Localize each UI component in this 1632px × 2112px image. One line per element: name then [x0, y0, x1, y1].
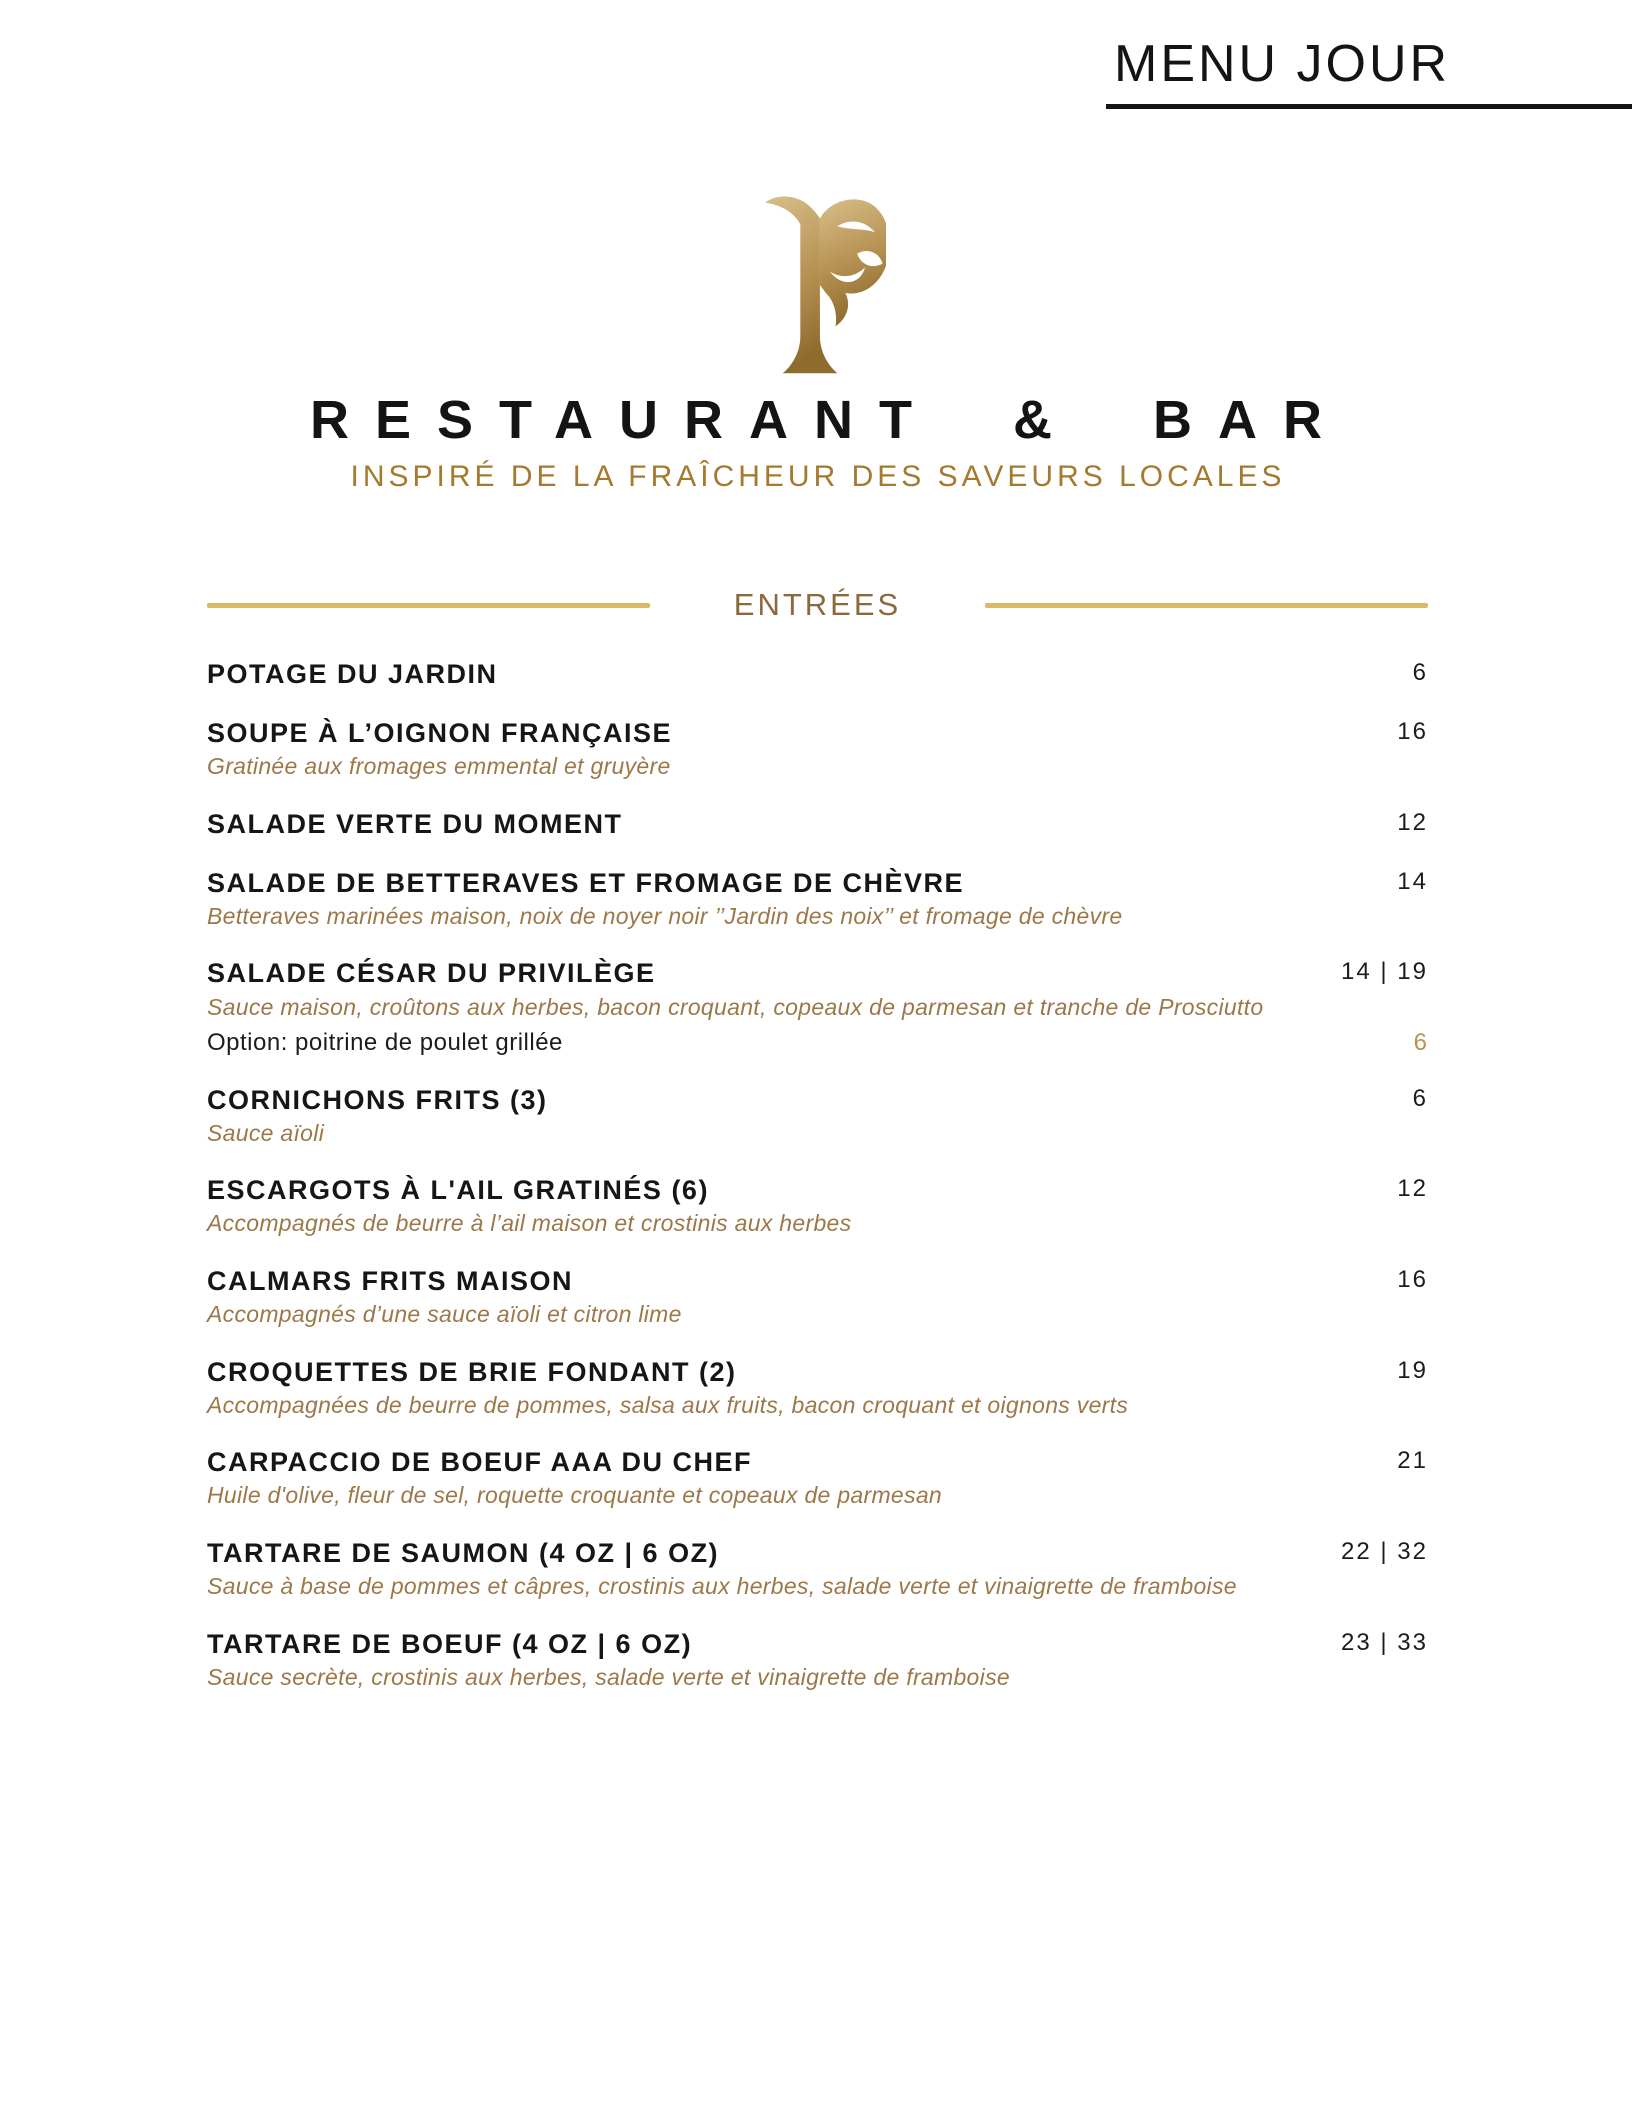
- item-name: CALMARS FRITS MAISON: [207, 1265, 573, 1296]
- menu-item-row: [207, 958, 1428, 1056]
- item-description: Sauce aïoli: [207, 1119, 325, 1146]
- item-price: 12: [1397, 1175, 1428, 1203]
- menu-item-row: [207, 1266, 1428, 1329]
- menu-item-row: [207, 1085, 1428, 1148]
- page-title-underline: [1106, 0, 1632, 109]
- divider-line-right: [985, 603, 1428, 608]
- item-title-row: [207, 1629, 1428, 1660]
- item-name: SALADE CÉSAR DU PRIVILÈGE: [207, 958, 656, 989]
- brand-tagline: INSPIRÉ DE LA FRAÎCHEUR DES SAVEURS LOCALES: [350, 460, 1286, 494]
- menu-item-row: [207, 1447, 1428, 1510]
- item-description: Gratinée aux fromages emmental et gruyère: [207, 753, 671, 780]
- menu-item-row: [207, 718, 1428, 781]
- divider-line-left: [207, 603, 650, 608]
- item-name: CROQUETTES DE BRIE FONDANT (2): [207, 1356, 737, 1387]
- section-title: ENTRÉES: [733, 587, 902, 623]
- menu-item-row: [207, 1629, 1428, 1692]
- item-description: Betteraves marinées maison, noix de noyer noir ’’Jardin des noix’’ et fromage de chèvre: [207, 902, 1123, 929]
- item-name: SOUPE À L’OIGNON FRANÇAISE: [207, 718, 673, 749]
- section-header: [207, 587, 1428, 623]
- item-name: TARTARE DE SAUMON (4 OZ | 6 OZ): [207, 1537, 720, 1568]
- item-name: CARPACCIO DE BOEUF AAA DU CHEF: [207, 1447, 753, 1478]
- lion-p-monogram-icon: [746, 189, 886, 385]
- item-option-label: Option: poitrine de poulet grillée: [207, 1029, 563, 1057]
- item-name: SALADE DE BETTERAVES ET FROMAGE DE CHÈVRE: [207, 867, 965, 898]
- item-description: Huile d'olive, fleur de sel, roquette croquante et copeaux de parmesan: [207, 1482, 942, 1509]
- menu-item-row: [207, 1538, 1428, 1601]
- item-option-price: 6: [1413, 1029, 1428, 1057]
- brand-name: RESTAURANT & BAR: [310, 390, 1348, 450]
- brand-block: [0, 189, 1632, 495]
- item-title-row: [207, 1447, 1428, 1478]
- menu-item-row: [207, 809, 1428, 840]
- item-price: 16: [1397, 1265, 1428, 1293]
- item-price: 12: [1397, 808, 1428, 836]
- item-price: 22 | 32: [1341, 1537, 1428, 1565]
- item-description: Accompagnés d’une sauce aïoli et citron lime: [207, 1301, 682, 1328]
- item-name: CORNICHONS FRITS (3): [207, 1084, 548, 1115]
- item-price: 6: [1412, 1084, 1428, 1112]
- item-title-row: [207, 868, 1428, 899]
- item-description: Sauce maison, croûtons aux herbes, bacon croquant, copeaux de parmesan et tranche de Prosciutto: [207, 993, 1264, 1020]
- item-price: 19: [1397, 1356, 1428, 1384]
- item-name: SALADE VERTE DU MOMENT: [207, 808, 623, 839]
- page-header: [0, 0, 1632, 109]
- item-title-row: [207, 1175, 1428, 1206]
- item-option-row: [207, 1029, 1428, 1057]
- item-title-row: [207, 1538, 1428, 1569]
- item-title-row: [207, 718, 1428, 749]
- item-description: Sauce à base de pommes et câpres, crostinis aux herbes, salade verte et vinaigrette de framboise: [207, 1572, 1237, 1599]
- item-price: 21: [1397, 1447, 1428, 1475]
- menu-item-row: [207, 868, 1428, 931]
- item-description: Accompagnées de beurre de pommes, salsa aux fruits, bacon croquant et oignons verts: [207, 1391, 1129, 1418]
- menu-item-row: [207, 1175, 1428, 1238]
- item-title-row: [207, 809, 1428, 840]
- menu-item-row: [207, 659, 1428, 690]
- item-price: 14 | 19: [1341, 958, 1428, 986]
- page-title: MENU JOUR: [1114, 35, 1451, 93]
- item-title-row: [207, 1085, 1428, 1116]
- item-title-row: [207, 659, 1428, 690]
- item-title-row: [207, 1266, 1428, 1297]
- item-description: Accompagnés de beurre à l’ail maison et crostinis aux herbes: [207, 1210, 852, 1237]
- item-price: 6: [1412, 659, 1428, 687]
- item-price: 14: [1397, 867, 1428, 895]
- item-name: ESCARGOTS À L'AIL GRATINÉS (6): [207, 1175, 709, 1206]
- item-name: POTAGE DU JARDIN: [207, 659, 498, 690]
- item-title-row: [207, 958, 1428, 989]
- item-name: TARTARE DE BOEUF (4 OZ | 6 OZ): [207, 1628, 693, 1659]
- item-price: 16: [1397, 718, 1428, 746]
- item-price: 23 | 33: [1341, 1628, 1428, 1656]
- item-title-row: [207, 1357, 1428, 1388]
- menu-item-row: [207, 1357, 1428, 1420]
- item-description: Sauce secrète, crostinis aux herbes, salade verte et vinaigrette de framboise: [207, 1663, 1010, 1690]
- menu-items: [207, 659, 1428, 1691]
